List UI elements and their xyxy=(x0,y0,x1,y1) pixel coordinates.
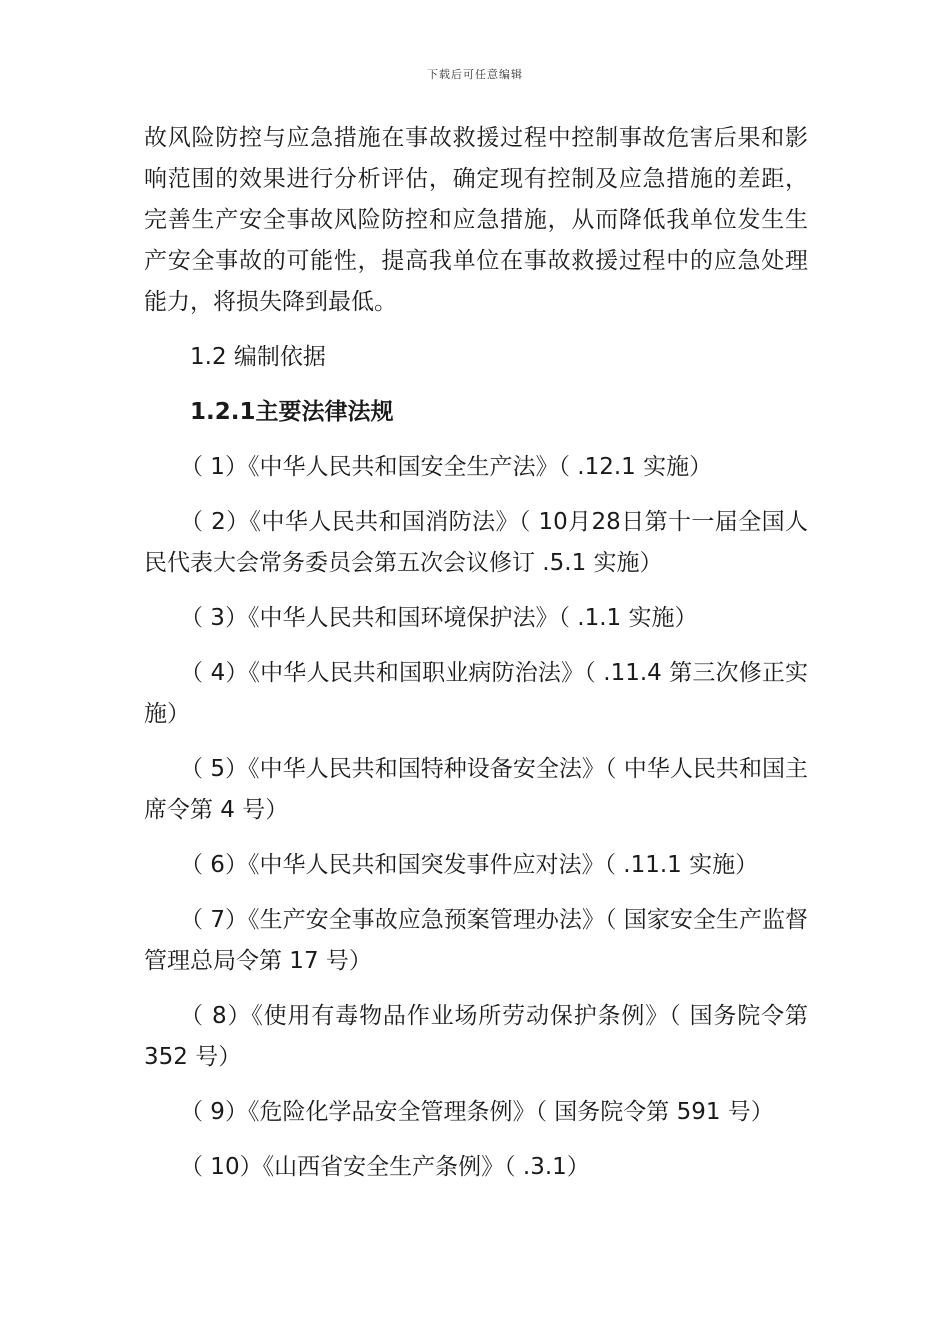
intro-paragraph: 故风险防控与应急措施在事故救援过程中控制事故危害后果和影响范围的效果进行分析评估，确定现有控制及应急措施的差距，完善生产安全事故风险防控和应急措施，从而降低我单位发生生产安全事故的可能性，提高我单位在事故救援过程中的应急处理能力，将损失降到最低。 xyxy=(144,125,808,315)
law-item-8: （ 8）《使用有毒物品作业场所劳动保护条例》（ 国务院令第 352 号） xyxy=(144,1003,808,1070)
law-item-7: （ 7）《生产安全事故应急预案管理办法》（ 国家安全生产监督管理总局令第 17 号） xyxy=(144,907,808,974)
law-item-3: （ 3）《中华人民共和国环境保护法》（ .1.1 实施） xyxy=(180,605,698,631)
section-heading: 1.2 编制依据 xyxy=(190,344,326,370)
law-item-6: （ 6）《中华人民共和国突发事件应对法》（ .11.1 实施） xyxy=(180,852,759,878)
law-item-4: （ 4）《中华人民共和国职业病防治法》（ .11.4 第三次修正实施） xyxy=(144,660,808,727)
law-item-5: （ 5）《中华人民共和国特种设备安全法》（ 中华人民共和国主席令第 4 号） xyxy=(144,756,808,823)
document-body xyxy=(144,118,808,1202)
law-item-10: （ 10）《山西省安全生产条例》（ .3.1） xyxy=(180,1154,590,1180)
law-item-1: （ 1）《中华人民共和国安全生产法》（ .12.1 实施） xyxy=(180,454,713,480)
law-item-2: （ 2）《中华人民共和国消防法》（ 10月28日第十一届全国人民代表大会常务委员会第五次会议修订 .5.1 实施） xyxy=(144,509,808,576)
subsection-heading: 1.2.1主要法律法规 xyxy=(190,399,394,425)
law-item-9: （ 9）《危险化学品安全管理条例》（ 国务院令第 591 号） xyxy=(180,1099,774,1125)
page-header: 下载后可任意编辑 xyxy=(427,68,523,81)
